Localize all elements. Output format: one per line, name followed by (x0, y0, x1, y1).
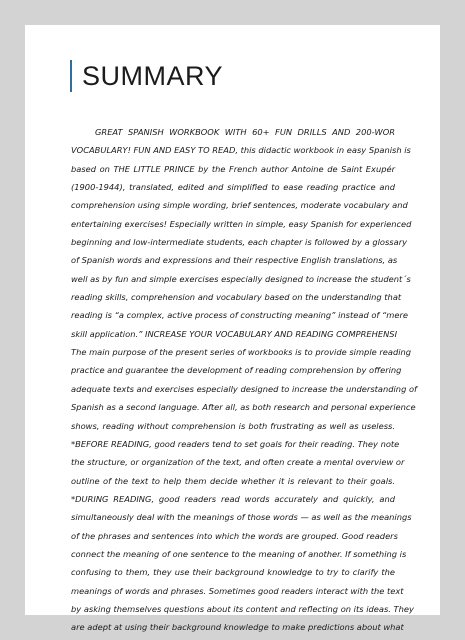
body-line: meanings of words and phrases. Sometimes good readers interact with the text (71, 585, 404, 596)
body-line: outline of the text to help them decide whether it is relevant to their goals. (71, 475, 395, 486)
body-line: comprehension using simple wording, brief sentences, moderate vocabulary and (71, 200, 408, 211)
body-line: *BEFORE READING, good readers tend to set goals for their reading. They note (71, 438, 400, 449)
summary-body (71, 123, 417, 637)
title-accent-bar (70, 60, 72, 92)
body-line: of the phrases and sentences into which the words are grouped. Good readers (71, 530, 398, 541)
body-line: practice and guarantee the development of reading comprehension by offering (71, 365, 402, 376)
page-title: SUMMARY (82, 61, 224, 91)
body-line: Spanish as a second language. After all, as both research and personal experience (71, 402, 416, 413)
body-line: are adept at using their background knowledge to make predictions about what (71, 622, 404, 633)
document-page (25, 25, 440, 633)
body-line: shows, reading without comprehension is both frustrating as well as useless. (71, 420, 395, 431)
body-line: confusing to them, they use their background knowledge to try to clarify the (71, 567, 395, 578)
body-line: connect the meaning of one sentence to the meaning of another. If something is (71, 548, 407, 559)
title-block (70, 60, 223, 92)
body-line: VOCABULARY! FUN AND EASY TO READ, this didactic workbook in easy Spanish is (71, 145, 411, 156)
body-line: skill application.” INCREASE YOUR VOCABULARY AND READING COMPREHENSI (71, 328, 398, 339)
body-line: of Spanish words and expressions and their respective English translations, as (71, 255, 398, 266)
body-line: reading is “a complex, active process of constructing meaning” instead of “mere (71, 310, 408, 321)
body-line: GREAT SPANISH WORKBOOK WITH 60+ FUN DRILLS AND 200-WOR (95, 127, 395, 137)
body-line: the structure, or organization of the text, and often create a mental overview or (71, 457, 405, 468)
body-line: The main purpose of the present series of workbooks is to provide simple reading (71, 347, 412, 358)
body-line: by asking themselves questions about its content and reflecting on its ideas. They (71, 603, 414, 614)
body-line: simultaneously deal with the meanings of those words — as well as the meanings (71, 512, 412, 523)
body-line: beginning and low-intermediate students, each chapter is followed by a glossary (71, 237, 408, 248)
body-line: entertaining exercises! Especially written in simple, easy Spanish for experienced (71, 218, 412, 229)
body-line: *DURING READING, good readers read words accurately and quickly, and (71, 493, 395, 504)
body-line: based on THE LITTLE PRINCE by the French author Antoine de Saint Exupér (71, 163, 395, 174)
body-line: adequate texts and exercises especially designed to increase the understanding of (71, 383, 417, 394)
body-line: well as by fun and simple exercises especially designed to increase the student´s (71, 273, 411, 284)
body-line: (1900-1944), translated, edited and simplified to ease reading practice and (71, 182, 395, 193)
body-line: reading skills, comprehension and vocabulary based on the understanding that (71, 292, 402, 303)
